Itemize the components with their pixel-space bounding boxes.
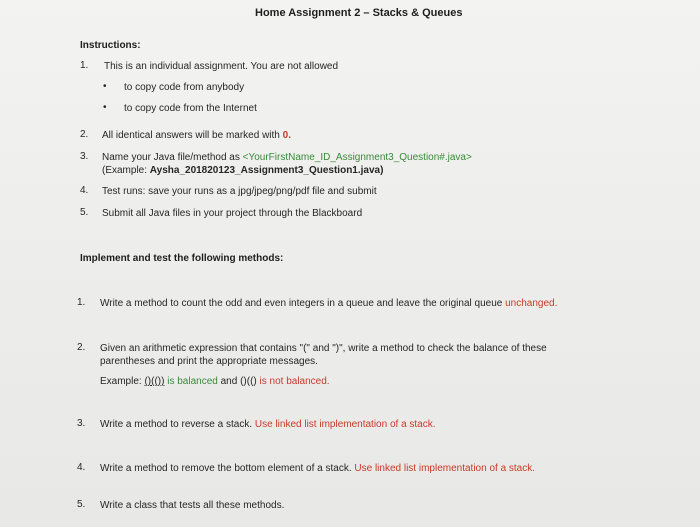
method-line xyxy=(100,462,535,475)
instruction-number: 5. xyxy=(80,207,89,218)
example-expression: ()(() xyxy=(240,376,257,387)
instruction-number: 4. xyxy=(80,185,89,196)
method-line xyxy=(100,297,557,310)
example-filename: Aysha_201820123_Assignment3_Question1.java) xyxy=(149,165,384,176)
instruction-text: This is an individual assignment. You are not allowed xyxy=(104,61,339,72)
method-text: Write a class that tests all these methods. xyxy=(100,500,285,511)
instruction-number: 2. xyxy=(80,129,89,140)
method-text: Write a method to count the odd and even integers in a queue and leave the original queue xyxy=(100,298,503,309)
bullet-text: to copy code from the Internet xyxy=(124,103,257,114)
instruction-text: All identical answers will be marked with xyxy=(102,130,280,141)
instruction-line xyxy=(102,151,472,164)
instruction-number: 3. xyxy=(80,151,89,162)
example-result: is balanced xyxy=(167,376,218,387)
example-connector: and xyxy=(220,376,238,387)
method-example xyxy=(100,375,330,388)
method-text-continued: parentheses and print the appropriate messages. xyxy=(100,356,318,367)
instruction-highlight: <YourFirstName_ID_Assignment3_Question#.java> xyxy=(242,152,472,163)
methods-heading: Implement and test the following methods: xyxy=(80,253,284,264)
instruction-text: Test runs: save your runs as a jpg/jpeg/png/pdf file and submit xyxy=(102,186,377,197)
example-prefix: (Example: xyxy=(102,165,150,176)
method-tail: unchanged. xyxy=(505,298,558,309)
method-tail: Use linked list implementation of a stack. xyxy=(254,419,436,430)
instruction-text: Submit all Java files in your project through the Blackboard xyxy=(102,208,363,219)
instruction-number: 1. xyxy=(80,60,89,71)
method-number: 2. xyxy=(77,342,86,353)
page-title: Home Assignment 2 – Stacks & Queues xyxy=(255,7,463,19)
method-number: 3. xyxy=(77,418,86,429)
example-label: Example: xyxy=(100,376,142,387)
method-tail: Use linked list implementation of a stack. xyxy=(354,463,536,474)
instruction-text: Name your Java file/method as xyxy=(102,152,240,163)
bullet-dot-icon: • xyxy=(103,81,107,92)
bullet-dot-icon: • xyxy=(103,102,107,113)
instruction-highlight: 0. xyxy=(282,130,291,141)
bullet-text: to copy code from anybody xyxy=(124,82,245,93)
instruction-example xyxy=(102,164,383,177)
method-line xyxy=(100,418,436,431)
example-expression: ()(()) xyxy=(144,376,165,387)
method-number: 5. xyxy=(77,499,86,510)
instruction-line xyxy=(102,129,291,142)
method-text: Write a method to remove the bottom element of a stack. xyxy=(100,463,352,474)
method-text: Given an arithmetic expression that contains "(" and ")", write a method to check the balance of these xyxy=(100,343,547,354)
instructions-heading: Instructions: xyxy=(80,40,141,51)
method-number: 4. xyxy=(77,462,86,473)
example-result: is not balanced. xyxy=(259,376,330,387)
method-text: Write a method to reverse a stack. xyxy=(100,419,253,430)
method-number: 1. xyxy=(77,297,86,308)
